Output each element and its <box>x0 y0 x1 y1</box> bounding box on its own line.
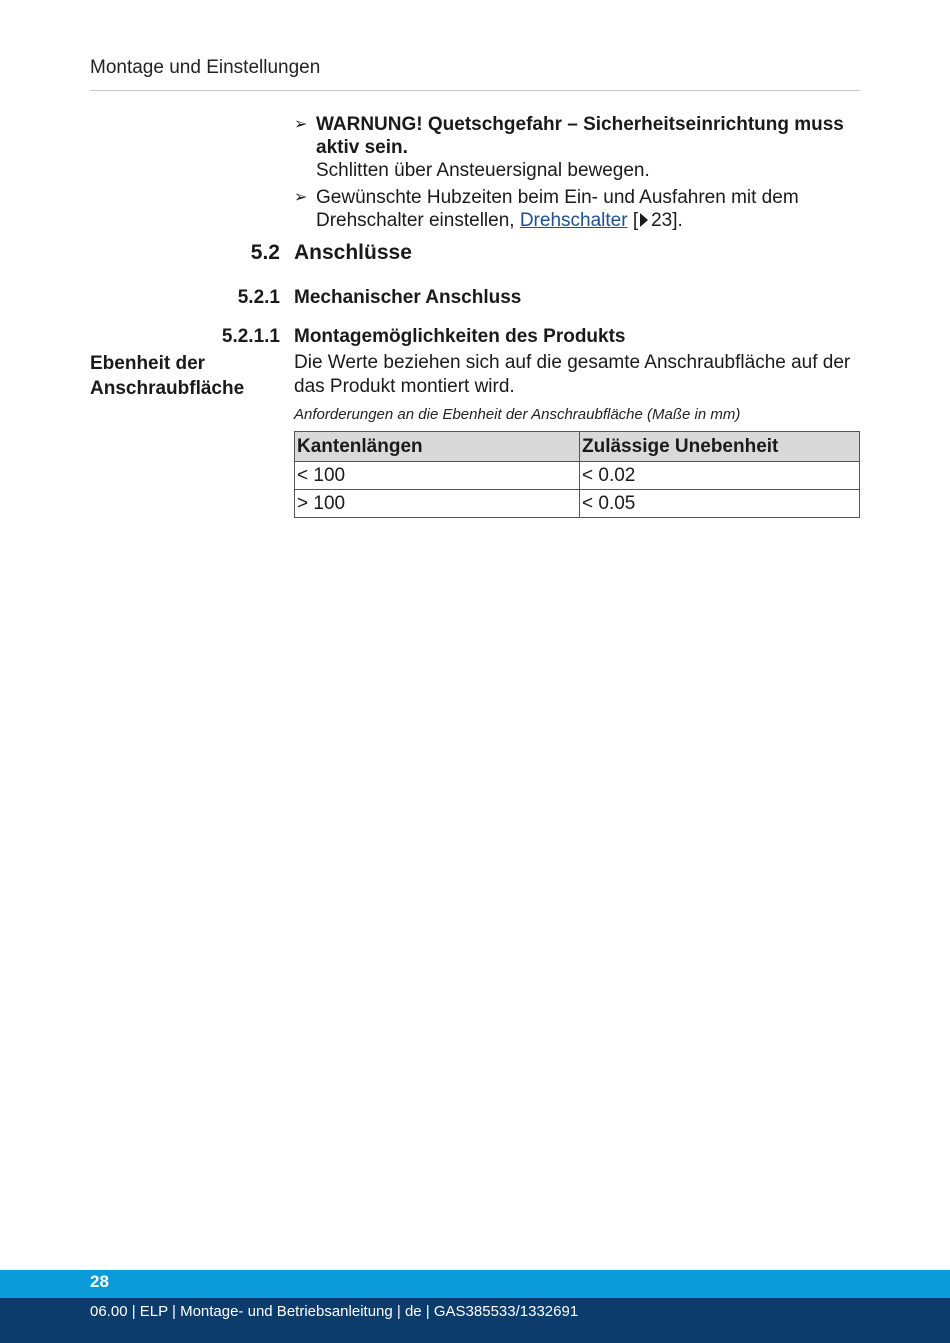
section-title: Anschlüsse <box>294 241 412 264</box>
instruction-text: Gewünschte Hubzeiten beim Ein- und Ausfahren mit dem Drehschalter einstellen, <box>316 187 799 231</box>
table-cell: < 0.02 <box>580 462 860 490</box>
warning-text: WARNUNG! Quetschgefahr – Sicherheitseinrichtung muss aktiv sein. <box>316 114 844 158</box>
column-header: Zulässige Unebenheit <box>580 432 860 462</box>
list-item: ➢ Gewünschte Hubzeiten beim Ein- und Ausfahren mit dem Drehschalter einstellen, Drehschalter [ 23]. <box>294 187 799 231</box>
table-row <box>295 462 860 490</box>
table-header-row <box>295 432 860 462</box>
header-divider <box>90 90 860 91</box>
body-paragraph: Die Werte beziehen sich auf die gesamte Anschraubfläche auf der das Produkt montiert wird. <box>294 352 851 397</box>
page-header-title: Montage und Einstellungen <box>90 57 321 78</box>
arrow-bullet-icon: ➢ <box>294 189 308 206</box>
table-cell: < 100 <box>295 462 580 490</box>
subsection-title: Mechanischer Anschluss <box>294 287 522 308</box>
flatness-table <box>294 431 860 518</box>
drehschalter-link[interactable]: Drehschalter <box>519 210 628 231</box>
subsection-number: 5.2.1 <box>237 287 280 308</box>
instruction-text: Schlitten über Ansteuersignal bewegen. <box>316 160 650 181</box>
table-row <box>295 490 860 518</box>
subsubsection-number: 5.2.1.1 <box>221 326 280 347</box>
page-reference[interactable]: 23 <box>651 210 673 231</box>
arrow-bullet-icon: ➢ <box>294 116 308 133</box>
page-number: 28 <box>90 1272 109 1291</box>
section-number: 5.2 <box>250 241 280 264</box>
footer-document-info: 06.00 | ELP | Montage- und Betriebsanleitung | de | GAS385533/1332691 <box>90 1303 579 1320</box>
margin-label: Ebenheit der Anschraubfläche <box>90 353 245 399</box>
footer-band-top <box>0 1270 950 1298</box>
table-cell: < 0.05 <box>580 490 860 518</box>
page-reference-icon <box>640 213 648 227</box>
column-header: Kantenlängen <box>295 432 580 462</box>
list-item <box>294 113 854 182</box>
subsubsection-title: Montagemöglichkeiten des Produkts <box>294 326 626 347</box>
table-cell: > 100 <box>295 490 580 518</box>
table-caption: Anforderungen an die Ebenheit der Anschraubfläche (Maße in mm) <box>294 406 741 423</box>
